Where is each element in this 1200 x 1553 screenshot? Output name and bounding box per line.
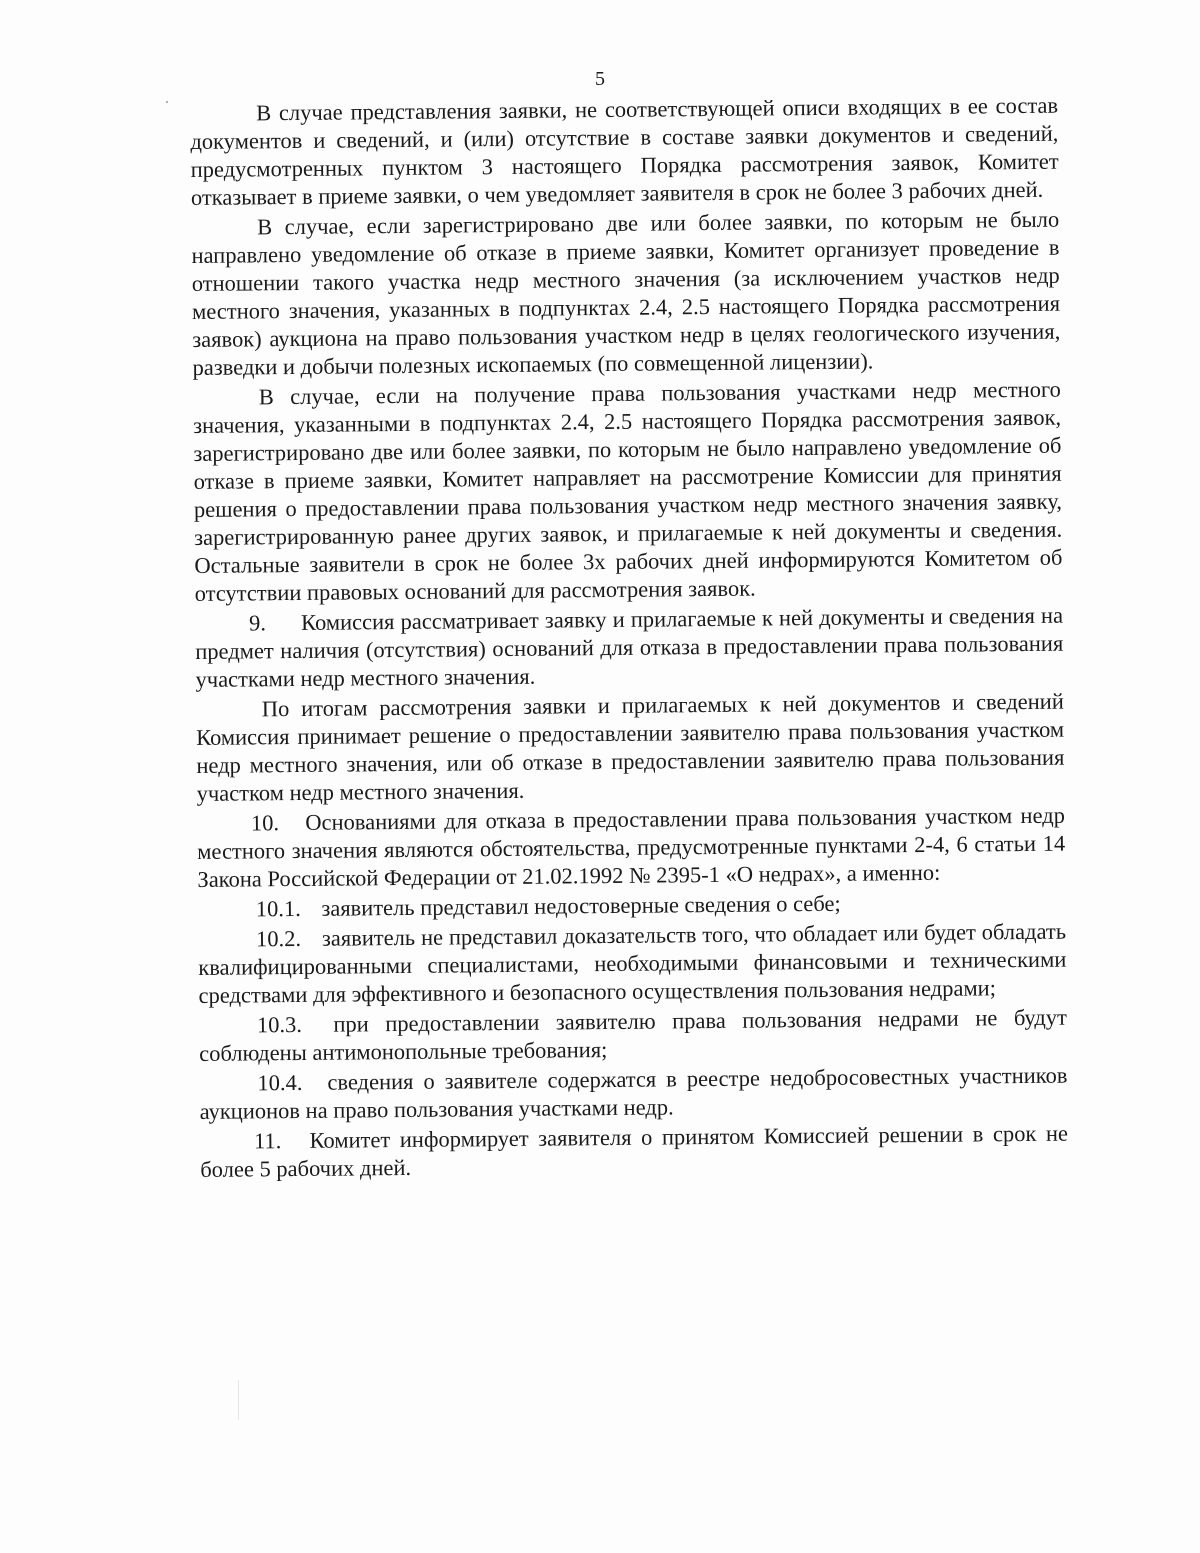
document-body (190, 92, 1068, 1186)
clause-number: 10.2. (255, 925, 302, 952)
clause-10 (197, 802, 1066, 894)
paragraph-text: По итогам рассмотрения заявки и прилагаемых к ней документов и сведений Комиссия принимает решение о предоставлении заявителю права пользования участком недр местного значения, или об отказе в предоставлении заявителю права пользования участком недр местного значения. (195, 688, 1065, 806)
clause-text: заявитель представил недостоверные сведения о себе; (321, 890, 841, 921)
clause-10-3 (199, 1004, 1067, 1068)
clause-number: 10. (250, 810, 280, 836)
clause-9 (195, 602, 1064, 694)
page-number: 5 (595, 68, 605, 90)
paragraph-text: В случае представления заявки, не соответствующей описи входящих в ее состав документов и сведений, и (или) отсутствие в составе заявки документов и сведений, предусмотренных пунктом 3 настоящего Порядка рассмотрения заявок, Комитет отказывает в приеме заявки, о чем уведомляет заявителя в срок не более 3 рабочих дней. (190, 92, 1059, 210)
clause-11 (200, 1120, 1068, 1184)
paragraph-text: В случае, если на получение права пользования участками недр местного значения, указанными в подпунктах 2.4, 2.5 настоящего Порядка рассмотрения заявок, зарегистрировано две или более заявки, по которым не было направлено уведомление об отказе в приеме заявки, Комитет направляет на рассмотрение Комиссии для принятия решения о предоставлении права пользования участком недр местного значения заявку, зарегистрированную ранее других заявок, и прилагаемые к ней документы и сведения. Остальные заявители в срок не более 3х рабочих дней информируются Комитетом об отсутствии правовых оснований для рассмотрения заявок. (193, 376, 1063, 606)
scan-mark (238, 1380, 239, 1420)
scan-speck (166, 101, 168, 103)
clause-number: 10.4. (257, 1069, 303, 1096)
clause-number: 10.3. (256, 1011, 302, 1038)
clause-text: Комитет информирует заявителя о принятом Комиссией решении в срок не более 5 рабочих дней. (200, 1120, 1069, 1182)
clause-text: сведения о заявителе содержатся в реестре недобросовестных участников аукционов на право пользования участками недр. (199, 1062, 1068, 1124)
clause-text: Комиссия рассматривает заявку и прилагаемые к ней документы и сведения на предмет наличия (отсутствия) оснований для отказа в предоставлении права пользования участками недр местного значения. (195, 602, 1064, 692)
clause-number: 10.1. (255, 895, 301, 922)
paragraph-multiple-applications (193, 376, 1063, 608)
clause-number: 9. (248, 610, 267, 636)
paragraph-commission-decision (196, 688, 1065, 808)
clause-text: заявитель не представил доказательств того, что обладает или будет обладать квалифицированными специалистами, необходимыми финансовыми и техническими средствами для эффективного и безопасного осуществления пользования недрами; (198, 918, 1067, 1008)
clause-number: 11. (253, 1128, 282, 1154)
clause-10-2 (198, 918, 1067, 1010)
paragraph-text: В случае, если зарегистрировано две или более заявки, по которым не было направлено уведомление об отказе в приеме заявки, Комитет организует проведение в отношении такого участка недр местного значения (за исключением участков недр местного значения, указанных в подпунктах 2.4, 2.5 настоящего Порядка рассмотрения заявок) аукциона на право пользования участком недр в целях геологического изучения, разведки и добычи полезных ископаемых (по совмещенной лицензии). (191, 206, 1061, 380)
paragraph-application-rejection (190, 92, 1059, 212)
paragraph-auction (191, 206, 1061, 382)
clause-10-4 (199, 1062, 1067, 1126)
clause-text: при предоставлении заявителю права пользования недрами не будут соблюдены антимонопольные требования; (199, 1004, 1067, 1066)
clause-text: Основаниями для отказа в предоставлении права пользования участком недр местного значения являются обстоятельства, предусмотренные пунктами 2-4, 6 статьи 14 Закона Российской Федерации от 21.02.1992 № 2395-1 «О недрах», а именно: (197, 802, 1066, 892)
